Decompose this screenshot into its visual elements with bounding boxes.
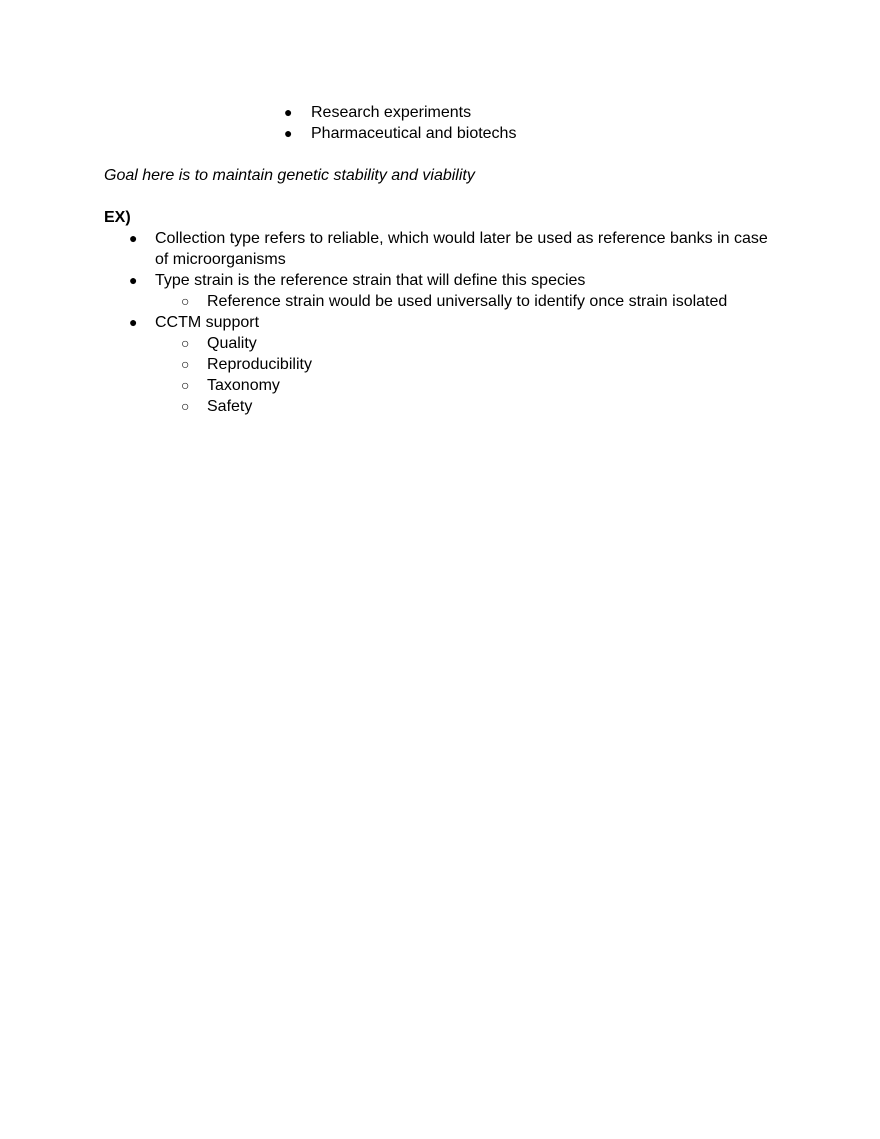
sub-list-item: Taxonomy bbox=[207, 377, 280, 394]
list-item: Type strain is the reference strain that will define this species bbox=[155, 272, 586, 289]
bullet-icon: ● bbox=[129, 314, 138, 330]
hollow-bullet-icon: ○ bbox=[181, 398, 190, 414]
bullet-icon: ● bbox=[284, 104, 293, 120]
sub-list-item: Safety bbox=[207, 398, 253, 415]
goal-note: Goal here is to maintain genetic stability and viability bbox=[104, 167, 475, 184]
list-item-continuation: of microorganisms bbox=[155, 251, 286, 268]
list-item: Pharmaceutical and biotechs bbox=[311, 125, 517, 142]
hollow-bullet-icon: ○ bbox=[181, 335, 190, 351]
bullet-icon: ● bbox=[129, 230, 138, 246]
bullet-icon: ● bbox=[129, 272, 138, 288]
list-item: Collection type refers to reliable, which would later be used as reference banks in case bbox=[155, 230, 768, 247]
bullet-icon: ● bbox=[284, 125, 293, 141]
hollow-bullet-icon: ○ bbox=[181, 377, 190, 393]
example-heading: EX) bbox=[104, 209, 131, 226]
hollow-bullet-icon: ○ bbox=[181, 293, 190, 309]
sub-list-item: Reproducibility bbox=[207, 356, 312, 373]
list-item: Research experiments bbox=[311, 104, 472, 121]
sub-list-item: Quality bbox=[207, 335, 257, 352]
sub-list-item: Reference strain would be used universally to identify once strain isolated bbox=[207, 293, 728, 310]
hollow-bullet-icon: ○ bbox=[181, 356, 190, 372]
list-item: CCTM support bbox=[155, 314, 260, 331]
